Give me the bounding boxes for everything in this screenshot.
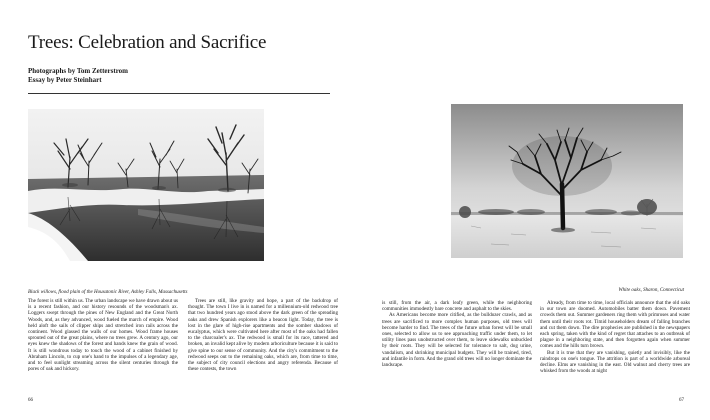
black-willows-image [28,109,264,261]
paragraph: Trees are still, like gravity and hope, a part of the backdrop of thought. The town I live in is named for a millennium-old redwood tree that two hundred years ago stood above the dark green of the spreading oaks and drew Spanish explorers like a beacon light. Today, the tree is lost in the glare of high-rise apartments and the somber shadows of eucalyptus, which were cultivated here after most of the oaks had fallen to the charcoaler's ax. The redwood is small for its race, tattered and broken, an invalid kept alive by modern arboriculture because it is said to give spine to our sense of community. And the city's commitment to the redwood seeps out to the remaining oaks, which are, from time to time, the subject of city council elections and angry referenda. Because of these contests, the town [188,298,338,373]
essay-column-1 [28,298,178,390]
black-willows-caption: Black willows, flood plain of the Housatonic River, Ashley Falls, Massachusetts [28,290,188,295]
article-credits [28,67,328,85]
paragraph: The forest is still within us. The urban landscape we have drawn about us is a recent fashion, and our history resounds of the woodsman's ax. Loggers swept through the pines of New England and the Great North Woods, and, as they advanced, wood fueled the march of empire. Wood held aloft the sails of clipper ships and stretched iron rails across the continent. Wood glassed the walls of our homes. Wood frame houses sprouted out of the great plains, where no trees grew. A century ago, our eyes knew the shadows of the forest and hands knew the grain of wood. It is still wondrous today to touch the wood of a cabinet finished by Abraham Lincoln, to cup one's hand to the impulses of a legendary age, and to feel sunlight streaming across the silent centuries through the pores of oak and hickory. [28,298,178,373]
paragraph: As Americans become more citified, as the bulldozer crawls, and as trees are sacrificed to more complex human purposes, old trees will become harder to find. The trees of the future urban forest will be small ones, selected to allow us to see approaching traffic under them, to let utility lines pass unobstructed over them, to leave sidewalks unbuckled by their roots. They will be selected for tolerance to salt, dog urine, vandalism, and shrinking municipal budgets. They will be trained, tired, and infantile in form. And the grand old trees will no longer dominate the landscape. [382,312,532,369]
white-oaks-image [451,104,683,258]
paragraph: But it is true that they are vanishing, quietly and invisibly, like the raindrops on one's tongue. The attrition is part of a worldwide arboreal decline. Elms are vanishing in the east. Old walnut and cherry trees are whisked from the woods at night [540,349,690,375]
white-oaks-photo [451,104,683,258]
paragraph: Already, from time to time, local officials announce that the old oaks in our town are doomed. Automobiles batter them down. Pavement crowds them out. Summer gardeners ring them with primroses and water them until their roots rot. Timid householders dream of falling branches and cut them down. The dire prophecies are published in the newspapers each spring, taken with the kind of regret that attaches to an outbreak of plague in a neighboring state, and then forgotten again when summer comes and the hills turn brown. [540,300,690,350]
paragraph: is still, from the air, a dark leafy green, while the neighboring communities immodestly bare concrete and asphalt to the skies. [382,300,532,313]
essay-credit: Essay by Peter Steinhart [28,76,102,84]
white-oaks-caption: White oaks, Sharon, Connecticut [618,288,684,293]
essay-column-3 [382,300,532,392]
page-number-left: 66 [28,398,33,403]
photographs-credit: Photographs by Tom Zetterstrom [28,67,129,75]
black-willows-photo [28,109,264,261]
essay-column-2 [188,298,338,390]
title-rule [28,93,330,94]
article-title: Trees: Celebration and Sacrifice [28,32,267,53]
essay-column-4 [540,300,690,392]
page-number-right: 67 [679,398,684,403]
